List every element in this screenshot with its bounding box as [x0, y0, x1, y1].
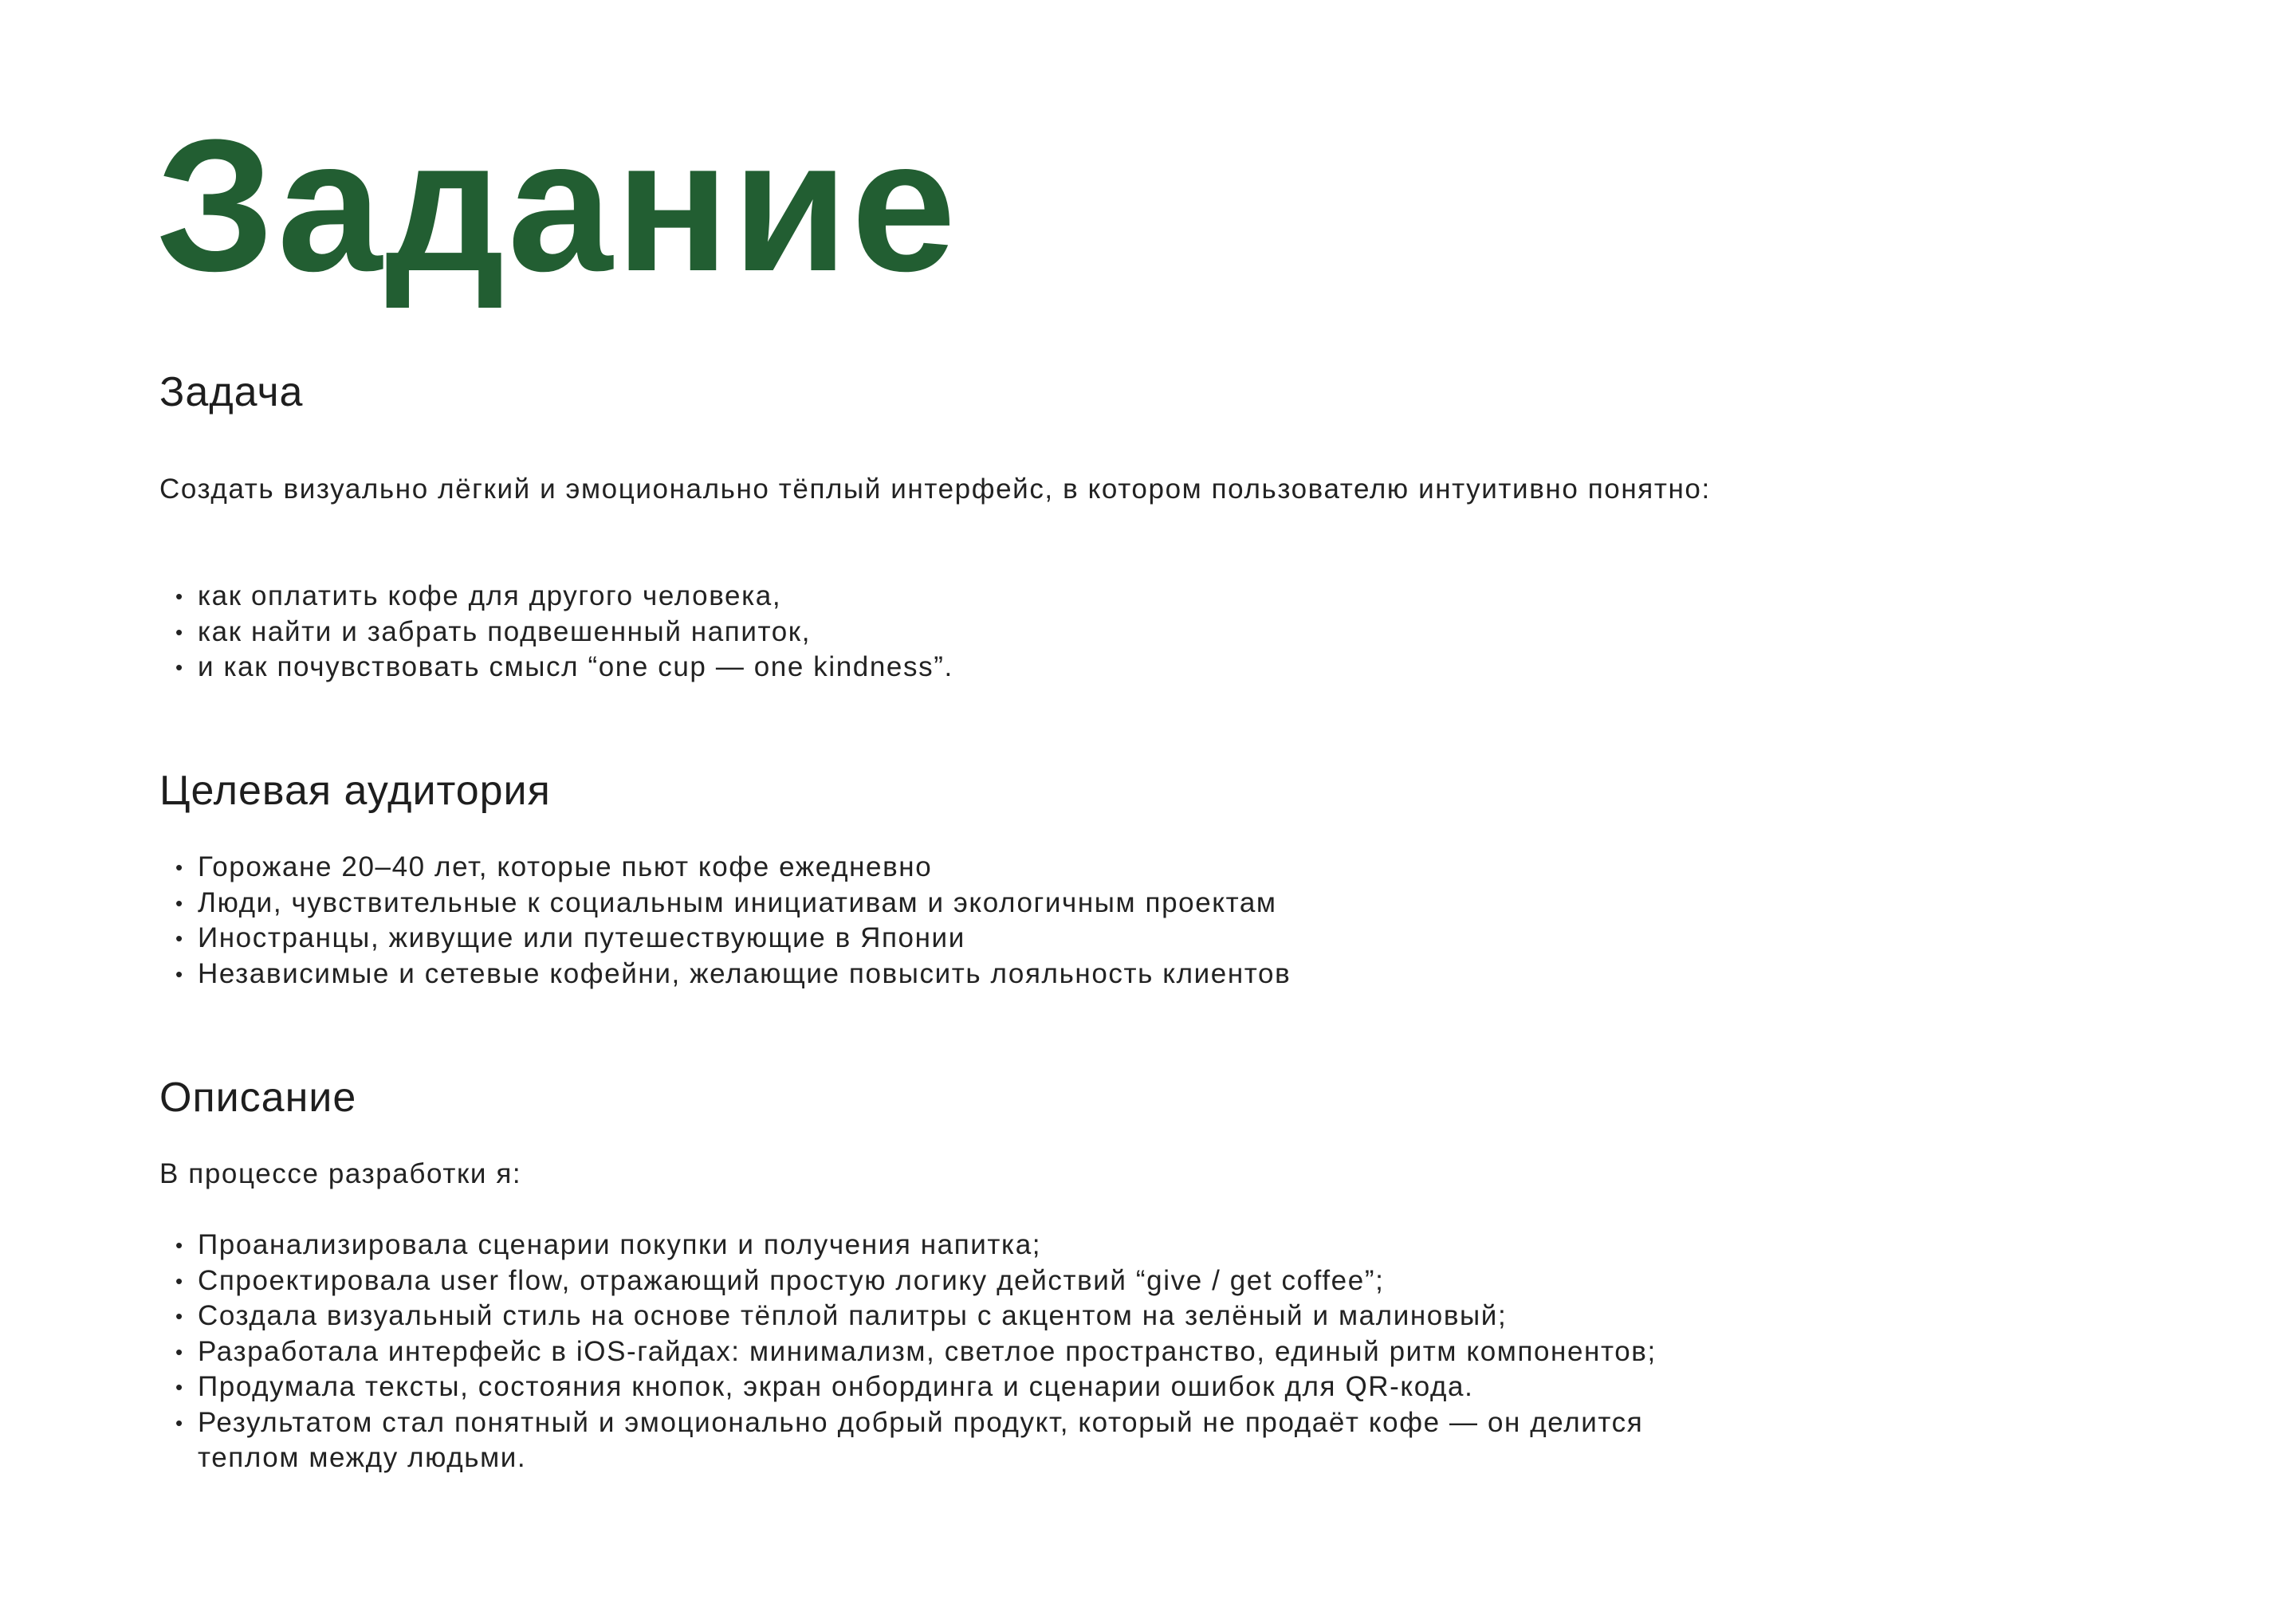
- description-heading: Описание: [159, 1075, 357, 1121]
- page-title: Задание: [156, 100, 960, 311]
- list-item: • Люди, чувствительные к социальным инициативам и экологичным проектам: [159, 886, 1690, 921]
- audience-list: [159, 850, 1690, 992]
- list-item: • Результатом стал понятный и эмоционально добрый продукт, который не продаёт кофе — он делится теплом между людьми.: [175, 1406, 1644, 1473]
- list-item: • Иностранцы, живущие или путешествующие в Японии: [159, 921, 1690, 957]
- bullet-icon: •: [175, 855, 184, 879]
- list-item: • как найти и забрать подвешенный напиток,: [159, 615, 1690, 650]
- bullet-icon: •: [175, 619, 184, 644]
- list-item: • Разработала интерфейс в iOS-гайдах: минимализм, светлое пространство, единый ритм компонентов;: [159, 1334, 1658, 1370]
- audience-heading: Целевая аудитория: [159, 768, 551, 814]
- bullet-icon: •: [175, 1339, 184, 1364]
- bullet-icon: •: [175, 584, 184, 608]
- bullet-icon: •: [175, 890, 184, 915]
- task-list: [159, 579, 1690, 686]
- list-item: • Горожане 20–40 лет, которые пьют кофе ежедневно: [159, 850, 1690, 886]
- list-item: • Проанализировала сценарии покупки и получения напитка;: [159, 1228, 1658, 1263]
- list-item: • Создала визуальный стиль на основе тёплой палитры с акцентом на зелёный и малиновый;: [159, 1299, 1658, 1334]
- description-list: [159, 1228, 1658, 1476]
- bullet-icon: •: [175, 1375, 184, 1399]
- list-item: • как оплатить кофе для другого человека,: [159, 579, 1690, 615]
- list-item: • Продумала тексты, состояния кнопок, экран онбординга и сценарии ошибок для QR-кода.: [159, 1369, 1658, 1405]
- bullet-icon: •: [175, 1233, 184, 1257]
- bullet-icon: •: [175, 1304, 184, 1328]
- bullet-icon: •: [175, 655, 184, 679]
- list-item: • Независимые и сетевые кофейни, желающие повысить лояльность клиентов: [159, 957, 1690, 992]
- bullet-icon: •: [175, 961, 184, 986]
- list-item: • Спроектировала user flow, отражающий простую логику действий “give / get coffee”;: [159, 1263, 1658, 1299]
- bullet-icon: •: [175, 1410, 184, 1435]
- description-intro: В процессе разработки я:: [159, 1158, 522, 1189]
- task-heading: Задача: [159, 369, 304, 415]
- list-item: • и как почувствовать смысл “one cup — one kindness”.: [159, 650, 1690, 686]
- task-intro: Создать визуально лёгкий и эмоционально тёплый интерфейс, в котором пользователю интуитивно понятно:: [159, 473, 1711, 505]
- bullet-icon: •: [175, 926, 184, 950]
- bullet-icon: •: [175, 1268, 184, 1293]
